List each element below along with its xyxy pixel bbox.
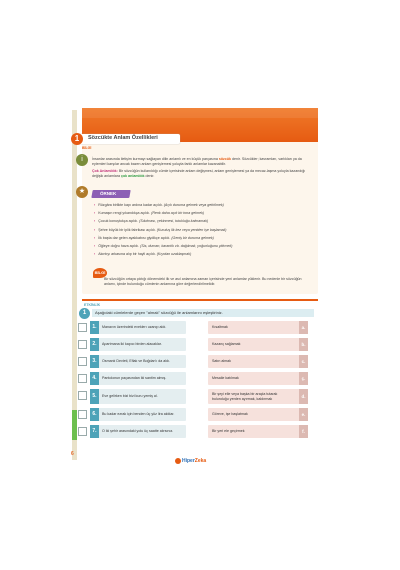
polysemy-paragraph (92, 169, 314, 179)
list-item (94, 242, 314, 250)
sentence-text: Eve gelirken bizi bizi kuru yemiş al. (102, 394, 158, 399)
example-meaning: (Geniş bir duruma gelmek) (171, 235, 214, 240)
sentence-box (90, 355, 186, 368)
polysemy-term: Çok Anlamlılık: (92, 169, 118, 173)
sentence-box (90, 389, 186, 404)
meaning-box (208, 389, 308, 404)
example-sentence: Çocuk konuştukça açıldı. (98, 219, 139, 224)
meaning-letter: ç. (299, 372, 308, 385)
match-row (78, 354, 318, 370)
answer-box[interactable] (78, 410, 87, 419)
intro-paragraph (92, 157, 314, 167)
example-sentence: İlk başta dar gelen ayakkabısı giydikçe açıldı. (98, 235, 171, 240)
example-meaning: (Renk daha açık bir tona gelmek) (151, 211, 205, 216)
sentence-text: Osmanlı Devleti, Eflak ve Boğdan'ı da aldı. (102, 359, 171, 364)
intro-keyword: sözcük (218, 157, 232, 161)
brand-logo (182, 458, 206, 464)
polysemy-text-b: denir. (144, 174, 155, 179)
example-meaning: (Sıkılması, çekinmesi, tutukluğu kalmamak) (139, 219, 209, 224)
example-meaning: (Kuruluş ilk kez veya yeniden işe başlamak) (156, 227, 227, 232)
chevron-right-icon: › (94, 252, 96, 257)
sentence-text: O iki şehir arasındaki yolu üç saatte alırsınız. (102, 429, 174, 434)
example-meaning: (Sis, duman, karanlık vb. dağılmak, yoğunluğunu yitirmek) (140, 244, 233, 249)
polysemy-text-a: Bir sözcüğün kullanıldığı cümle içerisinde anlam değişmesi, anlam genişlemesi ya da mecaz-laşma yoluyla kazandığı değişik anlamlara (92, 169, 306, 179)
chevron-right-icon: › (94, 227, 96, 232)
chevron-right-icon: › (94, 211, 96, 216)
brand-logo-part-a: Hiper (182, 458, 195, 464)
list-item (94, 250, 314, 258)
list-item (94, 209, 314, 217)
answer-box[interactable] (78, 391, 87, 400)
activity-question: Aşağıdaki cümlelerde geçen "almak" sözcüğü ile anlamlarını eşleştiriniz. (92, 309, 314, 317)
meaning-box (208, 408, 308, 421)
sentence-number: 6. (90, 408, 99, 421)
lightbulb-icon: ★ (76, 186, 88, 198)
section-number: 1 (71, 133, 83, 145)
sentence-number: 2. (90, 338, 99, 351)
meaning-box (208, 425, 308, 438)
example-sentence: Şehre büyük bir iplik fabrikası açıldı. (98, 227, 156, 232)
meaning-text: Mesaile katılmak (212, 376, 239, 381)
meaning-letter: d. (299, 389, 308, 404)
meaning-text: Satın almak (212, 359, 231, 364)
sentence-box (90, 425, 186, 438)
sentence-number: 4. (90, 372, 99, 385)
meaning-letter: f. (299, 425, 308, 438)
section-divider (82, 299, 318, 301)
side-bar-accent (72, 410, 77, 440)
list-item (94, 226, 314, 234)
meaning-letter: a. (299, 321, 308, 334)
example-tag (91, 190, 130, 198)
list-item (94, 234, 314, 242)
polysemy-keyword: çok anlamlılık (120, 174, 145, 179)
intro-text-a: İnsanlar arasında iletişim kurmayı sağlayan dilin anlamlı ve en küçük parçasına (92, 157, 219, 161)
example-sentence: Öğleye doğru hava açıldı. (98, 244, 140, 249)
example-sentence: Akıntıyı arkasına alıp bir hayli açıldı. (98, 252, 156, 257)
page-number: 6 (71, 451, 74, 457)
example-sentence: Rüzgâra birlikte kapı ardına kadar açıldı. (98, 203, 163, 207)
answer-box[interactable] (78, 357, 87, 366)
section-title: Sözcükte Anlam Özellikleri (88, 135, 158, 141)
meaning-text: Kısaltmak (212, 325, 228, 330)
sentence-text: Manavın üzerindeki eveklerı uzanıp aldı. (102, 325, 167, 330)
bilgi-note: Bir sözcüğün ortaya çıktığı dönemdeki ilk ve asıl anlamına zaman içerisinde yeni anlamlar yüklenir. Bu nedenle bir sözcüğün anlamı, içinde bulunduğu cümlenin anlamına göre değerlendirilmelidir. (104, 277, 302, 287)
meaning-box (208, 338, 308, 351)
chevron-right-icon: › (94, 235, 96, 240)
sentence-number: 7. (90, 425, 99, 438)
meaning-letter: c. (299, 355, 308, 368)
activity-number: 1 (79, 308, 90, 319)
answer-box[interactable] (78, 374, 87, 383)
list-item (94, 201, 314, 209)
section-subtitle: BİLGİ (82, 146, 92, 150)
sentence-text: Pantolonun paçasından iki santim almış. (102, 376, 167, 381)
match-row (78, 371, 318, 387)
example-meaning: (Açık duruma gelmek veya getirilmek) (163, 203, 224, 207)
meaning-letter: e. (299, 408, 308, 421)
list-item (94, 217, 314, 225)
chevron-right-icon: › (94, 219, 96, 224)
example-meaning: (Kıyıdan uzaklaşmak) (156, 252, 192, 257)
answer-box[interactable] (78, 427, 87, 436)
sentence-text: Bu kadar ezrak için benden üç yüz lira aldılar. (102, 412, 175, 417)
example-tag-label: ÖRNEK (100, 191, 117, 196)
chevron-right-icon: › (94, 203, 96, 207)
meaning-box (208, 321, 308, 334)
meaning-text: Göreve, işe başlatmak (212, 412, 248, 417)
match-row (78, 407, 318, 423)
answer-box[interactable] (78, 340, 87, 349)
example-list (94, 201, 314, 258)
intro-text-b: denir. Sözcükler; kavramları, varlıkları ya da eylemleri karşılar ancak bazen anlam genişlemesi yoluyla farklı anlamlar kazanabilir. (92, 157, 302, 167)
sentence-number: 5. (90, 389, 99, 404)
sentence-number: 3. (90, 355, 99, 368)
bilgi-label: BİLGİ (94, 270, 106, 275)
meaning-text: Kazanç sağlamak (212, 342, 241, 347)
brand-logo-icon (175, 458, 181, 464)
activity-label: ETKİNLİK (84, 303, 101, 307)
meaning-text: Bir şeyi elle veya başka bir araçla tutarak bulunduğu yerden ayırmak, kaldırmak (212, 392, 278, 401)
header-shine (82, 108, 318, 118)
meaning-box (208, 372, 308, 385)
match-row (78, 337, 318, 353)
meaning-letter: b. (299, 338, 308, 351)
sentence-text: Apartmana iki kapıcı birden alacaklar. (102, 342, 162, 347)
example-sentence: Kumaşın rengi yıkandıkça açıldı. (98, 211, 151, 216)
info-icon: i (76, 154, 88, 166)
match-row (78, 424, 318, 440)
meaning-box (208, 355, 308, 368)
sentence-number: 1. (90, 321, 99, 334)
chevron-right-icon: › (94, 244, 96, 249)
sentence-box (90, 321, 186, 334)
sentence-box (90, 408, 186, 421)
match-row (78, 320, 318, 336)
sentence-box (90, 338, 186, 351)
answer-box[interactable] (78, 323, 87, 332)
meaning-text: Bir yeri ele geçirmek (212, 429, 245, 434)
brand-logo-part-b: Zeka (194, 458, 207, 464)
sentence-box (90, 372, 186, 385)
match-row (78, 388, 318, 406)
